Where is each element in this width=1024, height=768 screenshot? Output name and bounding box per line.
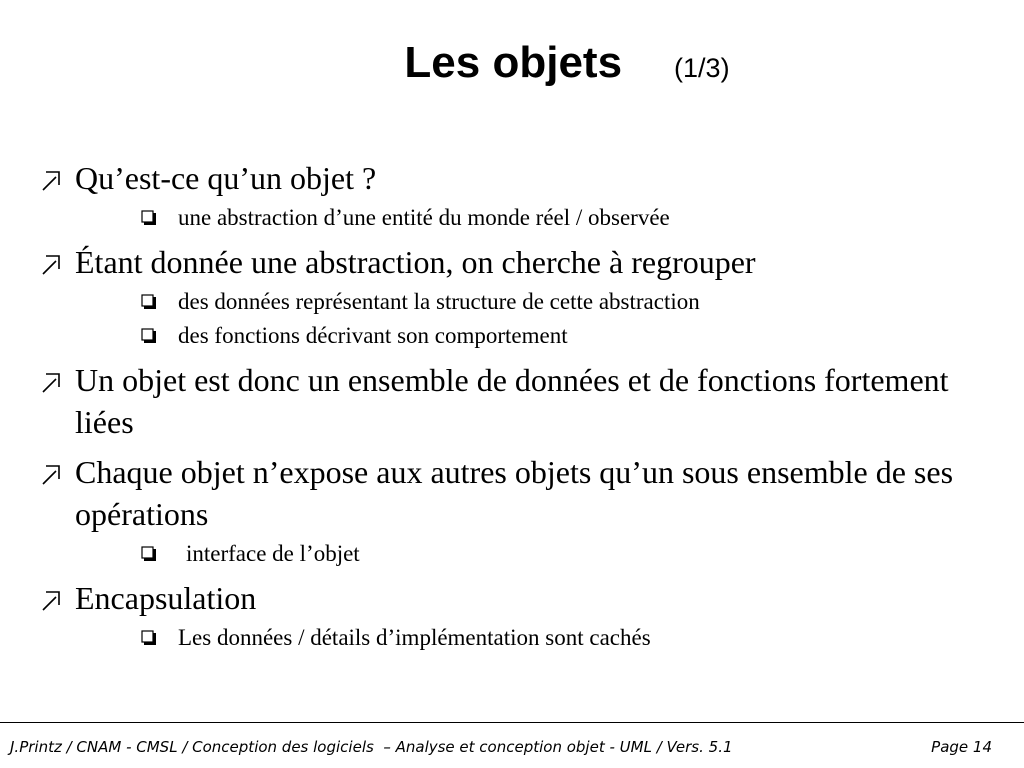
slide-content [40,157,1000,653]
bullet-item [40,157,1000,199]
shadowed-arrow-icon [40,368,66,394]
slide-title [0,38,1024,88]
bullet-item [40,451,1000,535]
bullet-item [40,241,1000,283]
shadowed-checkbox-icon [141,546,157,562]
footer-credits: J.Printz / CNAM - CMSL / Conception des logiciels – Analyse et conception objet - UML / Vers. 5.1 [10,738,733,756]
bullet-text: Un objet est donc un ensemble de données et de fonctions fortement liées [75,362,949,440]
sub-bullet-item [40,287,1000,317]
sub-bullet-item [40,203,1000,233]
shadowed-arrow-icon [40,250,66,276]
title-page-indicator: (1/3) [674,53,730,83]
title-main: Les objets [404,38,623,87]
sub-bullet-text: des fonctions décrivant son comportement [178,323,568,348]
sub-bullet-item [40,321,1000,351]
shadowed-checkbox-icon [141,210,157,226]
page-number: Page 14 [931,738,992,756]
sub-bullet-item [40,539,1000,569]
shadowed-checkbox-icon [141,328,157,344]
sub-bullet-text: interface de l’objet [186,541,360,566]
shadowed-arrow-icon [40,166,66,192]
footer-divider [0,722,1024,723]
sub-bullet-text: une abstraction d’une entité du monde réel / observée [178,205,670,230]
bullet-text: Encapsulation [75,580,257,616]
sub-bullet-text: des données représentant la structure de cette abstraction [178,289,700,314]
bullet-text: Chaque objet n’expose aux autres objets qu’un sous ensemble de ses opérations [75,454,954,532]
bullet-text: Étant donnée une abstraction, on cherche à regrouper [75,244,756,280]
shadowed-checkbox-icon [141,294,157,310]
sub-bullet-text: Les données / détails d’implémentation sont cachés [178,625,651,650]
bullet-item [40,577,1000,619]
bullet-text: Qu’est-ce qu’un objet ? [75,160,377,196]
sub-bullet-item [40,623,1000,653]
bullet-item [40,359,1000,443]
shadowed-arrow-icon [40,586,66,612]
shadowed-arrow-icon [40,460,66,486]
shadowed-checkbox-icon [141,630,157,646]
